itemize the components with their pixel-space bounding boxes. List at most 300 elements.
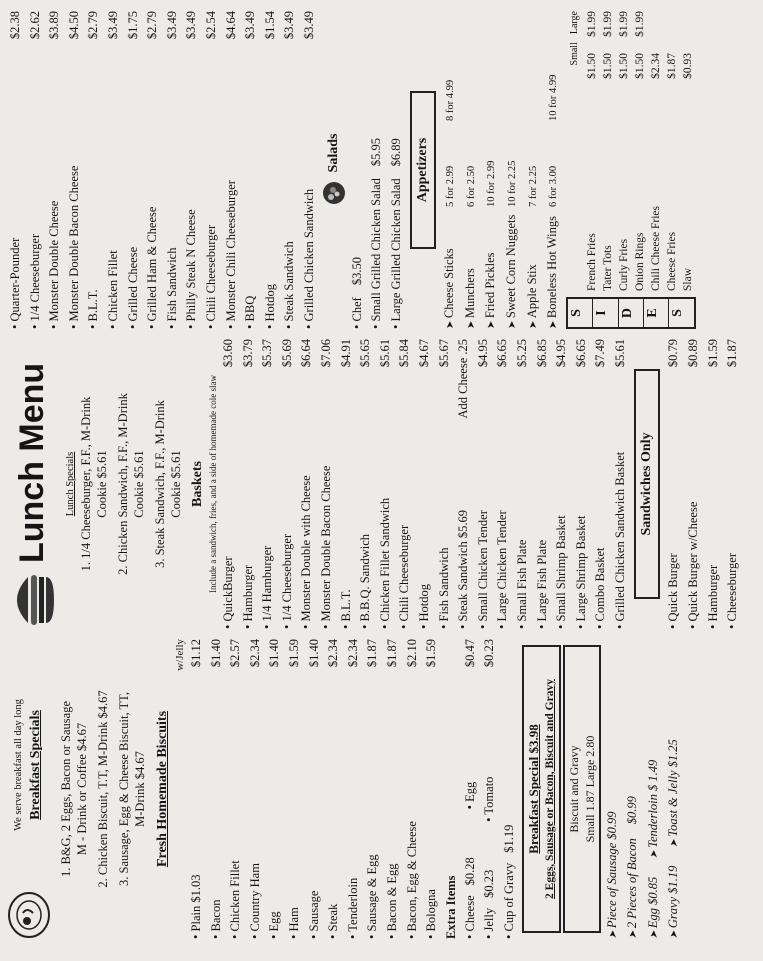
basket-row — [317, 339, 337, 629]
basket-row — [219, 339, 239, 629]
extras-list — [461, 639, 520, 939]
basket-price: $4.95 — [475, 339, 490, 368]
breakfast-special-sub: M - Drink or Coffee $4.67 — [75, 722, 89, 856]
sandwich-price: $2.62 — [27, 11, 42, 40]
sandwich-price: $3.49 — [243, 11, 258, 40]
side-small-price: $1.50 — [601, 53, 614, 79]
basket-name: • 1/4 Hamburger — [258, 371, 278, 629]
biscuit-gravy-sizes: Small 1.87 Large 2.80 — [582, 735, 597, 843]
side-name: French Fries — [585, 233, 598, 291]
side-small-price: $2.34 — [649, 53, 662, 79]
basket-name: • Chicken Fillet Sandwich — [376, 371, 396, 629]
appetizer-row — [440, 11, 461, 329]
sides-letter: E — [644, 299, 669, 327]
biscuit-name: • Bacon — [207, 671, 227, 939]
basket-price: $3.60 — [221, 339, 235, 368]
side-small-price: $1.50 — [585, 53, 598, 79]
extra-b-name: • Tomato — [480, 671, 500, 822]
breakfast-column — [0, 639, 763, 939]
breakfast-note: We serve breakfast all day long — [13, 699, 24, 831]
lunch-special-sub: Cookie $5.61 — [132, 450, 146, 518]
appetizer-name: ➤ Munchers — [461, 207, 482, 329]
sandwich-row — [182, 11, 202, 329]
extra-b-price: $0.47 — [462, 639, 477, 668]
basket-row — [533, 339, 553, 629]
extra-a-price: $0.28 — [462, 857, 477, 886]
side-row — [584, 11, 600, 291]
side-row — [600, 11, 616, 291]
basket-name: • Large Shrimp Basket — [572, 371, 592, 629]
basket-name: • Chili Cheeseburger — [395, 371, 415, 629]
basket-row — [493, 339, 513, 629]
sides-letter: D — [619, 299, 644, 327]
sides-list — [584, 11, 696, 291]
side-large-price: $1.99 — [633, 11, 646, 37]
biscuit-name: • Steak — [324, 671, 344, 939]
biscuit-row — [363, 639, 383, 939]
lunch-menu-title: Lunch Menu — [13, 362, 51, 563]
biscuits-list — [173, 639, 442, 939]
basket-price: $6.65 — [495, 339, 510, 368]
sandwich-name: • Monster Chili Cheeseburger — [222, 43, 242, 329]
appetizer-row — [502, 11, 523, 329]
side-large-price: $1.99 — [585, 11, 598, 37]
basket-name: • Monster Double Bacon Cheese — [317, 371, 337, 629]
sandwich-row — [84, 11, 104, 329]
sandwich-name: • Grilled Ham & Cheese — [143, 43, 163, 329]
basket-row — [454, 339, 474, 629]
appetizer-row — [481, 11, 502, 329]
salad-price: $5.95 — [369, 137, 384, 167]
basket-price: $3.79 — [240, 339, 255, 368]
breakfast-special-box — [522, 645, 561, 933]
basket-price: $7.49 — [593, 339, 608, 368]
basket-row — [337, 339, 357, 629]
basket-name: • B.B.Q. Sandwich — [356, 371, 376, 629]
sandwiches-list-left — [664, 339, 742, 629]
biscuit-row — [403, 639, 423, 939]
sandwich-row — [684, 339, 704, 629]
appetizer-price-b: 8 for 4.99 — [445, 79, 457, 121]
appetizer-name: ➤ Sweet Corn Nuggets — [502, 207, 523, 329]
sandwich-price: $2.79 — [86, 11, 101, 40]
appetizer-name: ➤ Boneless Hot Wings — [543, 207, 564, 329]
side-small-price: $1.50 — [617, 53, 630, 79]
biscuit-name: • Ham — [285, 671, 305, 939]
sandwich-price: $0.79 — [666, 339, 681, 368]
sandwich-name: • Cheeseburger — [723, 371, 743, 629]
biscuit-row — [226, 639, 246, 939]
breakfast-side-a: ➤ Egg $0.85 — [644, 877, 665, 939]
basket-price: $4.95 — [554, 339, 569, 368]
burger-icon — [6, 571, 58, 629]
sandwich-row — [241, 11, 261, 329]
sandwich-row — [664, 339, 684, 629]
basket-row — [415, 339, 435, 629]
basket-price: $5.84 — [397, 339, 412, 368]
basket-row — [591, 339, 611, 629]
lunch-special-item — [78, 339, 110, 629]
biscuit-name: • Sausage — [305, 671, 325, 939]
biscuit-price: $2.10 — [404, 639, 419, 668]
appetizers-heading: Appetizers — [410, 91, 436, 249]
sandwich-name: • Monster Double Bacon Cheese — [65, 43, 85, 329]
sandwich-name: • Monster Double Cheese — [45, 43, 65, 329]
basket-price: $6.64 — [299, 339, 314, 368]
appetizer-row — [523, 11, 544, 329]
breakfast-plate-icon — [5, 891, 53, 939]
biscuit-row — [246, 639, 266, 939]
biscuit-row — [383, 639, 403, 939]
sandwich-row — [280, 11, 300, 329]
salad-price: $3.50 — [349, 257, 364, 286]
salad-bowl-icon — [322, 180, 346, 206]
sandwiches-column — [0, 11, 763, 329]
salads-list — [348, 11, 407, 329]
biscuit-price: $1.59 — [286, 639, 301, 668]
biscuit-price: $1.87 — [365, 639, 380, 668]
extra-a-name: • Cup of Gravy — [500, 863, 520, 939]
extra-row — [480, 639, 500, 939]
sandwich-name: • Hotdog — [261, 43, 281, 329]
sandwiches-list-right — [6, 11, 320, 329]
biscuit-name: • Egg — [265, 671, 285, 939]
sides-large-label: Large — [568, 11, 580, 35]
salad-row — [348, 11, 368, 329]
sandwich-name: • Philly Steak N Cheese — [182, 43, 202, 329]
basket-price: Add Cheese .25 — [456, 339, 471, 419]
extra-b-name: • Egg — [461, 671, 481, 809]
side-row — [664, 11, 680, 291]
sandwich-row — [45, 11, 65, 329]
basket-name: • Large Chicken Tender — [493, 371, 513, 629]
sandwich-price: $3.49 — [184, 11, 199, 40]
appetizer-price-a: 6 for 3.00 — [548, 165, 560, 207]
biscuit-row — [324, 639, 344, 939]
salad-row — [367, 11, 387, 329]
sandwich-price: $2.38 — [8, 11, 22, 40]
sandwiches-only-heading: Sandwiches Only — [634, 369, 660, 599]
biscuit-price: $2.57 — [228, 639, 243, 668]
basket-row — [376, 339, 396, 629]
biscuit-price: $1.40 — [208, 639, 223, 668]
sandwich-row — [65, 11, 85, 329]
lunch-special-sub: Cookie $5.61 — [169, 450, 183, 518]
sandwich-name: • Chili Cheeseburger — [202, 43, 222, 329]
basket-price: $5.25 — [514, 339, 529, 368]
biscuit-name: • Bologna — [422, 671, 442, 939]
sandwich-price: $3.49 — [282, 11, 297, 40]
basket-name: • Small Chicken Tender — [474, 371, 494, 629]
side-row — [616, 11, 632, 291]
sandwich-price: $3.49 — [105, 11, 120, 40]
appetizer-price-b: 10 for 4.99 — [548, 74, 560, 121]
breakfast-special-title: Breakfast Special $3.98 — [525, 724, 541, 854]
basket-row — [297, 339, 317, 629]
side-large-price: $1.99 — [617, 11, 630, 37]
lunch-special-item — [115, 339, 147, 629]
salad-name: • Large Grilled Chicken Salad — [387, 178, 407, 329]
biscuit-price: $1.59 — [424, 639, 439, 668]
breakfast-specials-list — [58, 639, 148, 939]
extra-a-price: $0.23 — [482, 869, 497, 898]
biscuit-name: • Bacon, Egg & Cheese — [403, 671, 423, 939]
biscuits-heading: Fresh Homemade Biscuits — [155, 710, 170, 868]
sandwich-name: • Quick Burger w/Cheese — [684, 371, 704, 629]
extra-a-price: $1.19 — [501, 824, 516, 853]
lunch-specials-heading: Lunch Specials — [65, 451, 76, 517]
basket-row — [395, 339, 415, 629]
breakfast-side-b: ➤ Toast & Jelly $1.25 — [664, 739, 685, 847]
extras-heading: Extra Items — [443, 875, 458, 939]
sandwich-row — [202, 11, 222, 329]
side-large-price: $1.99 — [601, 11, 614, 37]
side-row — [648, 11, 664, 291]
sandwich-price: $2.79 — [145, 11, 160, 40]
sandwich-name: • Steak Sandwich — [280, 43, 300, 329]
appetizer-price-a: 5 for 2.99 — [445, 165, 457, 207]
basket-row — [239, 339, 259, 629]
basket-price: $4.91 — [338, 339, 353, 368]
appetizer-price-a: 10 for 2.99 — [486, 160, 498, 207]
extra-b-price: $0.23 — [482, 639, 497, 668]
breakfast-side-row — [644, 639, 665, 939]
baskets-list — [219, 339, 630, 629]
biscuit-row — [265, 639, 285, 939]
sandwich-name: • Quarter-Pounder — [6, 43, 26, 329]
extra-row — [461, 639, 481, 939]
sandwich-name: • Grilled Cheese — [124, 43, 144, 329]
sandwich-row — [104, 11, 124, 329]
breakfast-special-sub: M-Drink $4.67 — [133, 751, 147, 827]
biscuit-price: $1.12 — [189, 639, 203, 668]
sandwich-row — [163, 11, 183, 329]
basket-name: • Combo Basket — [591, 371, 611, 629]
basket-row — [278, 339, 298, 629]
appetizer-row — [461, 11, 482, 329]
basket-price: $5.61 — [377, 339, 392, 368]
extra-row — [500, 639, 520, 939]
sandwich-price: $0.89 — [686, 339, 701, 368]
biscuit-price: $1.87 — [384, 639, 399, 668]
extra-a-name: • Cheese — [461, 895, 481, 939]
breakfast-side-b: ➤ Tenderloin $ 1.49 — [644, 760, 665, 859]
biscuit-row — [422, 639, 442, 939]
baskets-note: Include a sandwich, fries, and a side of homemade cole slaw — [208, 375, 218, 593]
lunch-column — [0, 339, 763, 629]
sandwich-row — [261, 11, 281, 329]
breakfast-side-row — [664, 639, 685, 939]
breakfast-sides-list — [603, 639, 685, 939]
appetizer-price-a: 6 for 2.50 — [465, 165, 477, 207]
lunch-special-text: 3. Steak Sandwich, F.F., M-Drink — [153, 400, 167, 568]
sides-letter: S — [568, 299, 593, 327]
sides-vertical-label — [566, 297, 696, 329]
biscuit-name: • Country Ham — [246, 671, 266, 939]
appetizer-name: ➤ Cheese Sticks — [440, 207, 461, 329]
basket-price: $7.06 — [318, 339, 333, 368]
baskets-heading: Baskets — [190, 461, 205, 507]
sandwich-row — [723, 339, 743, 629]
lunch-special-text: 1. 1/4 Cheeseburger, F.F., M-Drink — [79, 396, 93, 572]
breakfast-side-a: ➤ Piece of Sausage $0.99 — [603, 811, 624, 939]
basket-name: • Hotdog — [415, 371, 435, 629]
sandwich-name: • BBQ — [241, 43, 261, 329]
salad-name: • Small Grilled Chicken Salad — [367, 178, 387, 329]
basket-name: • B.L.T. — [337, 371, 357, 629]
basket-row — [258, 339, 278, 629]
appetizers-list — [440, 11, 564, 329]
sandwich-price: $4.64 — [223, 11, 238, 40]
basket-row — [435, 339, 455, 629]
breakfast-special-text: 2. Chicken Biscuit, T.T, M-Drink $4.67 — [96, 690, 110, 888]
sides-letter: S — [670, 309, 686, 317]
sides-small-label: Small — [568, 42, 580, 66]
sandwich-row — [124, 11, 144, 329]
basket-row — [356, 339, 376, 629]
sandwich-row — [300, 11, 320, 329]
basket-row — [611, 339, 631, 629]
basket-price: $5.67 — [436, 339, 451, 368]
sandwich-name: • Quick Burger — [664, 371, 684, 629]
sandwich-name: • 1/4 Cheeseburger — [26, 43, 46, 329]
basket-name: • Small Shrimp Basket — [552, 371, 572, 629]
biscuit-price: $2.34 — [247, 639, 262, 668]
breakfast-side-a-price: $0.99 — [625, 796, 640, 825]
sides-size-header — [566, 11, 584, 291]
basket-price: $6.65 — [573, 339, 588, 368]
biscuit-row — [187, 639, 207, 939]
basket-row — [572, 339, 592, 629]
basket-name: • Steak Sandwich $5.69 — [454, 423, 474, 630]
basket-price: $5.37 — [260, 339, 275, 368]
biscuit-gravy-box — [563, 645, 601, 933]
sandwich-price: $1.75 — [125, 11, 140, 40]
sandwich-name: • Chicken Fillet — [104, 43, 124, 329]
side-small-price: $1.50 — [633, 53, 646, 79]
sandwich-name: • Grilled Chicken Sandwich — [300, 43, 320, 329]
biscuit-row — [285, 639, 305, 939]
basket-row — [552, 339, 572, 629]
biscuit-row — [344, 639, 364, 939]
basket-price: $5.61 — [612, 339, 627, 368]
basket-row — [474, 339, 494, 629]
sandwich-name: • Fish Sandwich — [163, 43, 183, 329]
extra-a-name: • Jelly — [480, 908, 500, 939]
biscuit-name: • Plain $1.03 — [187, 671, 207, 939]
salad-row — [387, 11, 407, 329]
breakfast-side-a: ➤ 2 Pieces of Bacon — [623, 838, 644, 939]
biscuit-price: $2.34 — [345, 639, 360, 668]
basket-name: • Hamburger — [239, 371, 259, 629]
sandwich-name: • B.L.T. — [84, 43, 104, 329]
appetizer-row — [543, 11, 564, 329]
salad-price: $6.89 — [388, 138, 403, 167]
basket-name: • Small Fish Plate — [513, 371, 533, 629]
basket-price: $5.69 — [279, 339, 294, 368]
biscuit-name: • Tenderloin — [344, 671, 364, 939]
sandwich-price: $2.54 — [203, 11, 218, 40]
sandwich-row — [26, 11, 46, 329]
lunch-special-sub: Cookie $5.61 — [95, 450, 109, 518]
biscuit-price: $2.34 — [326, 639, 341, 668]
biscuits-column-label: w/Jelly — [174, 639, 186, 671]
basket-price: $5.65 — [358, 339, 373, 368]
lunch-special-item — [152, 339, 184, 629]
biscuit-row — [305, 639, 325, 939]
side-name: Slaw — [681, 268, 694, 291]
appetizer-name: ➤ Apple Stix — [523, 207, 544, 329]
basket-name: • Large Fish Plate — [533, 371, 553, 629]
biscuit-price: $1.40 — [306, 639, 321, 668]
sandwich-price: $3.89 — [47, 11, 62, 40]
sandwich-row — [143, 11, 163, 329]
breakfast-special-item — [116, 639, 148, 939]
side-small-price: $1.87 — [665, 53, 678, 79]
sandwich-row — [6, 11, 26, 329]
basket-name: • 1/4 Cheeseburger — [278, 371, 298, 629]
sandwich-price: $1.87 — [725, 339, 740, 368]
sides-section — [566, 11, 696, 329]
biscuit-name: • Sausage & Egg — [363, 671, 383, 939]
breakfast-special-item — [58, 639, 90, 939]
basket-name: • Grilled Chicken Sandwich Basket — [611, 371, 631, 629]
biscuit-gravy-title: Biscuit and Gravy — [566, 745, 581, 833]
basket-name: • QuickBurger — [219, 371, 239, 629]
biscuit-name: • Chicken Fillet — [226, 671, 246, 939]
side-name: Tater Tots — [601, 245, 614, 291]
breakfast-specials-heading: Breakfast Specials — [28, 710, 43, 820]
biscuit-price: $1.40 — [267, 639, 282, 668]
sandwich-price: $3.49 — [164, 11, 179, 40]
breakfast-special-desc: 2 Eggs, Sausage or Bacon, Biscuit and Gravy — [543, 679, 556, 899]
salad-name: • Chef — [348, 297, 368, 329]
sandwich-price: $4.50 — [66, 11, 81, 40]
appetizer-name: ➤ Fried Pickles — [481, 207, 502, 329]
sides-letter: I — [593, 299, 618, 327]
breakfast-side-row — [603, 639, 624, 939]
basket-name: • Monster Double with Cheese — [297, 371, 317, 629]
sandwich-price: $1.54 — [262, 11, 277, 40]
breakfast-side-row — [623, 639, 644, 939]
side-name: Chili Cheese Fries — [649, 206, 662, 291]
sandwich-row — [222, 11, 242, 329]
biscuit-name: • Bacon & Egg — [383, 671, 403, 939]
breakfast-special-item — [95, 639, 111, 939]
side-row — [680, 11, 696, 291]
basket-name: • Fish Sandwich — [435, 371, 455, 629]
biscuit-row — [207, 639, 227, 939]
side-row — [632, 11, 648, 291]
appetizer-price-a: 10 for 2.25 — [507, 160, 519, 207]
breakfast-special-text: 1. B&G, 2 Eggs, Bacon or Sausage — [59, 700, 73, 878]
side-small-price: $0.93 — [681, 53, 694, 79]
appetizer-price-a: 7 for 2.25 — [527, 165, 539, 207]
lunch-special-text: 2. Chicken Sandwich, F.F., M-Drink — [116, 393, 130, 575]
breakfast-side-a: ➤ Gravy $1.19 — [664, 866, 685, 939]
basket-price: $6.85 — [534, 339, 549, 368]
breakfast-special-text: 3. Sausage, Egg & Cheese Biscuit, TT, — [117, 692, 131, 886]
sandwich-row — [704, 339, 724, 629]
basket-price: $4.67 — [416, 339, 431, 368]
sandwich-price: $1.59 — [705, 339, 720, 368]
salads-heading: Salads — [325, 133, 341, 173]
basket-row — [513, 339, 533, 629]
side-name: Onion Rings — [633, 232, 646, 291]
sandwich-price: $3.49 — [301, 11, 316, 40]
side-name: Curly Fries — [617, 238, 630, 291]
biscuits-column-label-row — [173, 639, 187, 939]
